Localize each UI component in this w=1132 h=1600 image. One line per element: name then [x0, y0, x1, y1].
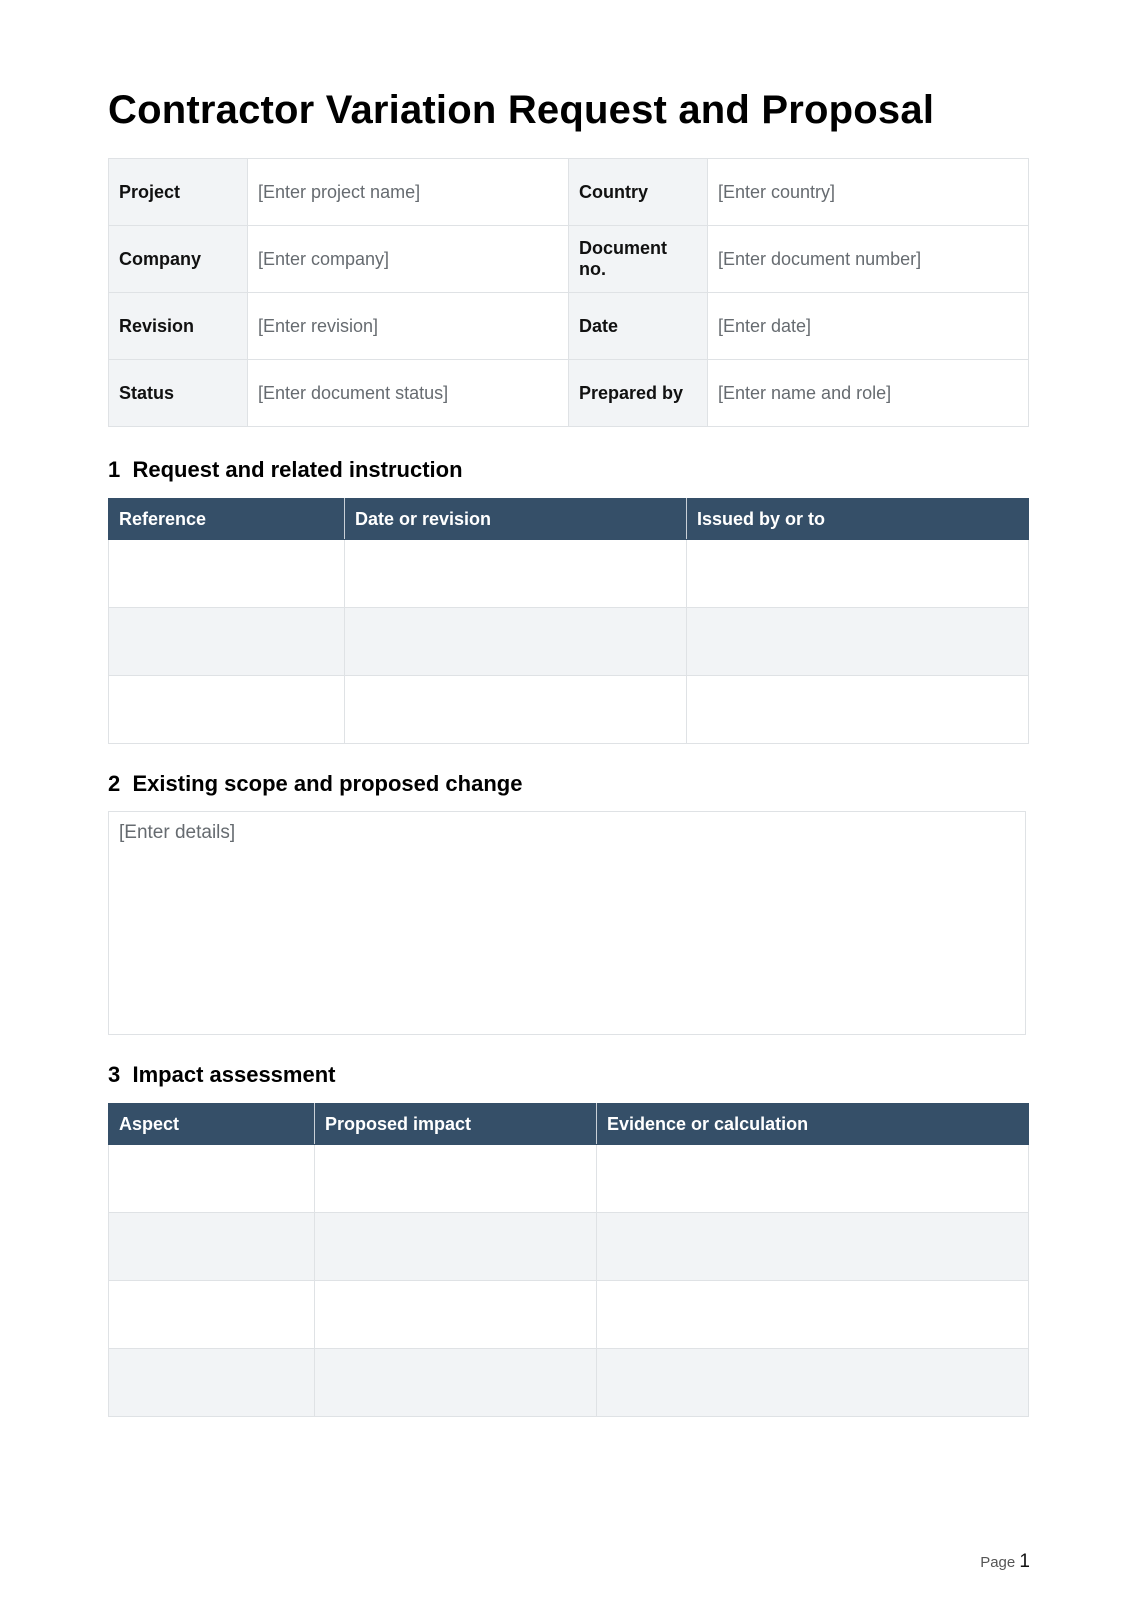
details-placeholder: [Enter details] [119, 822, 236, 843]
company-field[interactable]: [Enter company] [248, 226, 569, 293]
table-cell[interactable] [109, 1213, 315, 1281]
page-number: 1 [1019, 1551, 1030, 1572]
table-cell[interactable] [597, 1145, 1029, 1213]
table-cell[interactable] [597, 1281, 1029, 1349]
section-2-heading [108, 771, 522, 797]
table-row [109, 676, 1029, 744]
column-header-evidence: Evidence or calculation [597, 1104, 1029, 1145]
section-2-title: Existing scope and proposed change [132, 771, 523, 796]
prepared-by-label: Prepared by [569, 360, 708, 427]
document-title: Contractor Variation Request and Proposal [108, 88, 935, 132]
document-info-table [108, 158, 1029, 427]
project-field[interactable]: [Enter project name] [248, 159, 569, 226]
table-cell[interactable] [109, 1281, 315, 1349]
table-row [109, 608, 1029, 676]
document-number-field[interactable]: [Enter document number] [708, 226, 1029, 293]
page-label: Page [980, 1554, 1016, 1571]
info-row-status [109, 360, 1029, 427]
table-header-row [109, 1104, 1029, 1145]
column-header-date-revision: Date or revision [345, 499, 687, 540]
date-label: Date [569, 293, 708, 360]
info-row-project [109, 159, 1029, 226]
table-header-row [109, 499, 1029, 540]
info-row-revision [109, 293, 1029, 360]
country-label: Country [569, 159, 708, 226]
column-header-proposed-impact: Proposed impact [315, 1104, 597, 1145]
table-cell[interactable] [687, 608, 1029, 676]
table-cell[interactable] [315, 1349, 597, 1417]
table-cell[interactable] [109, 540, 345, 608]
section-1-number: 1 [108, 457, 121, 482]
details-textbox[interactable] [108, 811, 1026, 1035]
table-row [109, 1213, 1029, 1281]
status-label: Status [109, 360, 248, 427]
company-label: Company [109, 226, 248, 293]
column-header-aspect: Aspect [109, 1104, 315, 1145]
table-cell[interactable] [109, 676, 345, 744]
table-cell[interactable] [345, 540, 687, 608]
revision-label: Revision [109, 293, 248, 360]
column-header-issued-by: Issued by or to [687, 499, 1029, 540]
section-1-heading [108, 457, 463, 483]
date-field[interactable]: [Enter date] [708, 293, 1029, 360]
column-header-reference: Reference [109, 499, 345, 540]
impact-assessment-table [108, 1103, 1029, 1417]
section-3-heading [108, 1062, 335, 1088]
status-field[interactable]: [Enter document status] [248, 360, 569, 427]
table-cell[interactable] [597, 1349, 1029, 1417]
table-cell[interactable] [109, 1349, 315, 1417]
country-field[interactable]: [Enter country] [708, 159, 1029, 226]
table-row [109, 1145, 1029, 1213]
prepared-by-field[interactable]: [Enter name and role] [708, 360, 1029, 427]
table-row [109, 1281, 1029, 1349]
section-2-number: 2 [108, 771, 121, 796]
revision-field[interactable]: [Enter revision] [248, 293, 569, 360]
table-cell[interactable] [315, 1145, 597, 1213]
table-cell[interactable] [687, 540, 1029, 608]
page-footer [980, 1551, 1030, 1573]
table-cell[interactable] [109, 1145, 315, 1213]
table-row [109, 540, 1029, 608]
table-cell[interactable] [597, 1213, 1029, 1281]
section-3-title: Impact assessment [132, 1062, 336, 1087]
table-cell[interactable] [345, 676, 687, 744]
table-cell[interactable] [109, 608, 345, 676]
section-3-number: 3 [108, 1062, 121, 1087]
table-row [109, 1349, 1029, 1417]
table-cell[interactable] [687, 676, 1029, 744]
document-number-label: Document no. [569, 226, 708, 293]
table-cell[interactable] [345, 608, 687, 676]
table-cell[interactable] [315, 1281, 597, 1349]
section-1-title: Request and related instruction [132, 457, 463, 482]
project-label: Project [109, 159, 248, 226]
info-row-company [109, 226, 1029, 293]
table-cell[interactable] [315, 1213, 597, 1281]
request-instruction-table [108, 498, 1029, 744]
